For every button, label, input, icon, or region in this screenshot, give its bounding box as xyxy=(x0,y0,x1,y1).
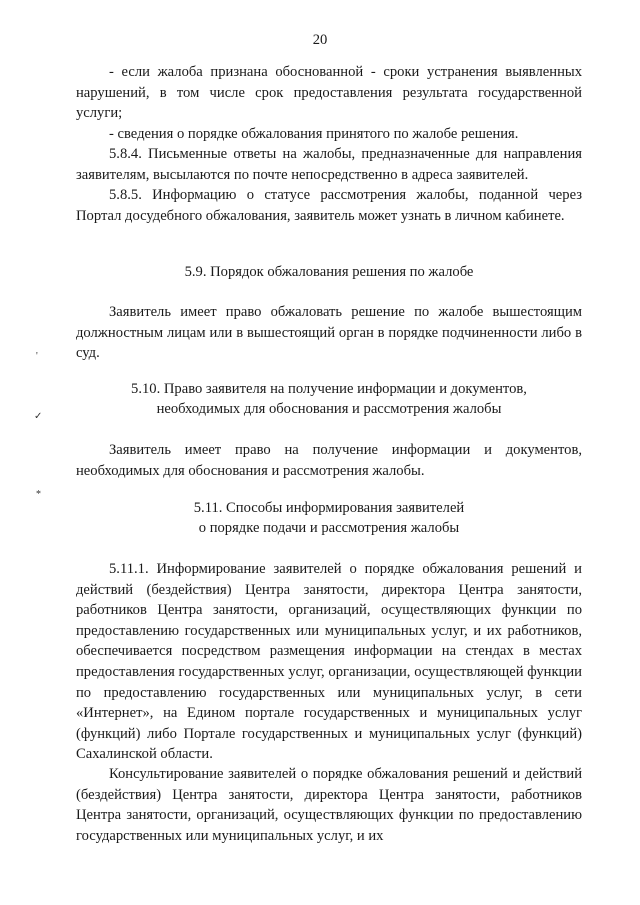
paragraph-appeal-info: - сведения о порядке обжалования принятого по жалобе решения. xyxy=(109,126,519,142)
heading-5-10-line2: необходимых для обоснования и рассмотрения жалобы xyxy=(156,401,502,417)
page-number: 20 xyxy=(312,32,328,48)
paragraph-consulting: Консультирование заявителей о порядке обжалования решений и действий (бездействия) Центра занятости, директора Центра занятости, работников Центра занятости, организаций, осуществляющих функции по предоставлению государственных или муниципальных услуг, и их xyxy=(76,766,582,844)
heading-5-10-line1: 5.10. Право заявителя на получение информации и документов, xyxy=(131,381,527,397)
heading-5-11-line1: 5.11. Способы информирования заявителей xyxy=(193,500,465,516)
heading-5-9: 5.9. Порядок обжалования решения по жалобе xyxy=(184,264,474,280)
margin-mark: * xyxy=(36,489,41,500)
paragraph-5-8-4: 5.8.4. Письменные ответы на жалобы, предназначенные для направления заявителям, высылаются по почте непосредственно в адреса заявителей. xyxy=(76,146,582,183)
margin-mark: ' xyxy=(36,351,38,362)
paragraph-complaint-justified: - если жалоба признана обоснованной - сроки устранения выявленных нарушений, в том числе срок предоставления результата государственной услуги; xyxy=(76,64,582,122)
paragraph-5-10-text: Заявитель имеет право на получение информации и документов, необходимых для обоснования и рассмотрения жалобы. xyxy=(76,442,582,479)
paragraph-5-9-text: Заявитель имеет право обжаловать решение по жалобе вышестоящим должностным лицам или в вышестоящий орган в порядке подчиненности либо в суд. xyxy=(76,304,582,362)
heading-5-11-line2: о порядке подачи и рассмотрения жалобы xyxy=(198,520,460,536)
margin-mark: ✓ xyxy=(34,411,43,422)
paragraph-5-11-1: 5.11.1. Информирование заявителей о порядке обжалования решений и действий (бездействия) Центра занятости, директора Центра занятости, работников Центра занятости, организаций, осуществляющих функции по предоставлению государственных или муниципальных услуг, и их работников, обеспечивается посредством размещения информации на стендах в местах предоставления государственных услуг, организации, осуществляющей функции по предоставлению государственных или муниципальных услуг, в сети «Интернет», на Едином портале государственных и муниципальных услуг (функций) либо Портале государственных и муниципальных услуг (функций) Сахалинской области. xyxy=(76,561,582,763)
paragraph-5-8-5: 5.8.5. Информацию о статусе рассмотрения жалобы, поданной через Портал досудебного обжалования, заявитель может узнать в личном кабинете. xyxy=(76,187,582,224)
